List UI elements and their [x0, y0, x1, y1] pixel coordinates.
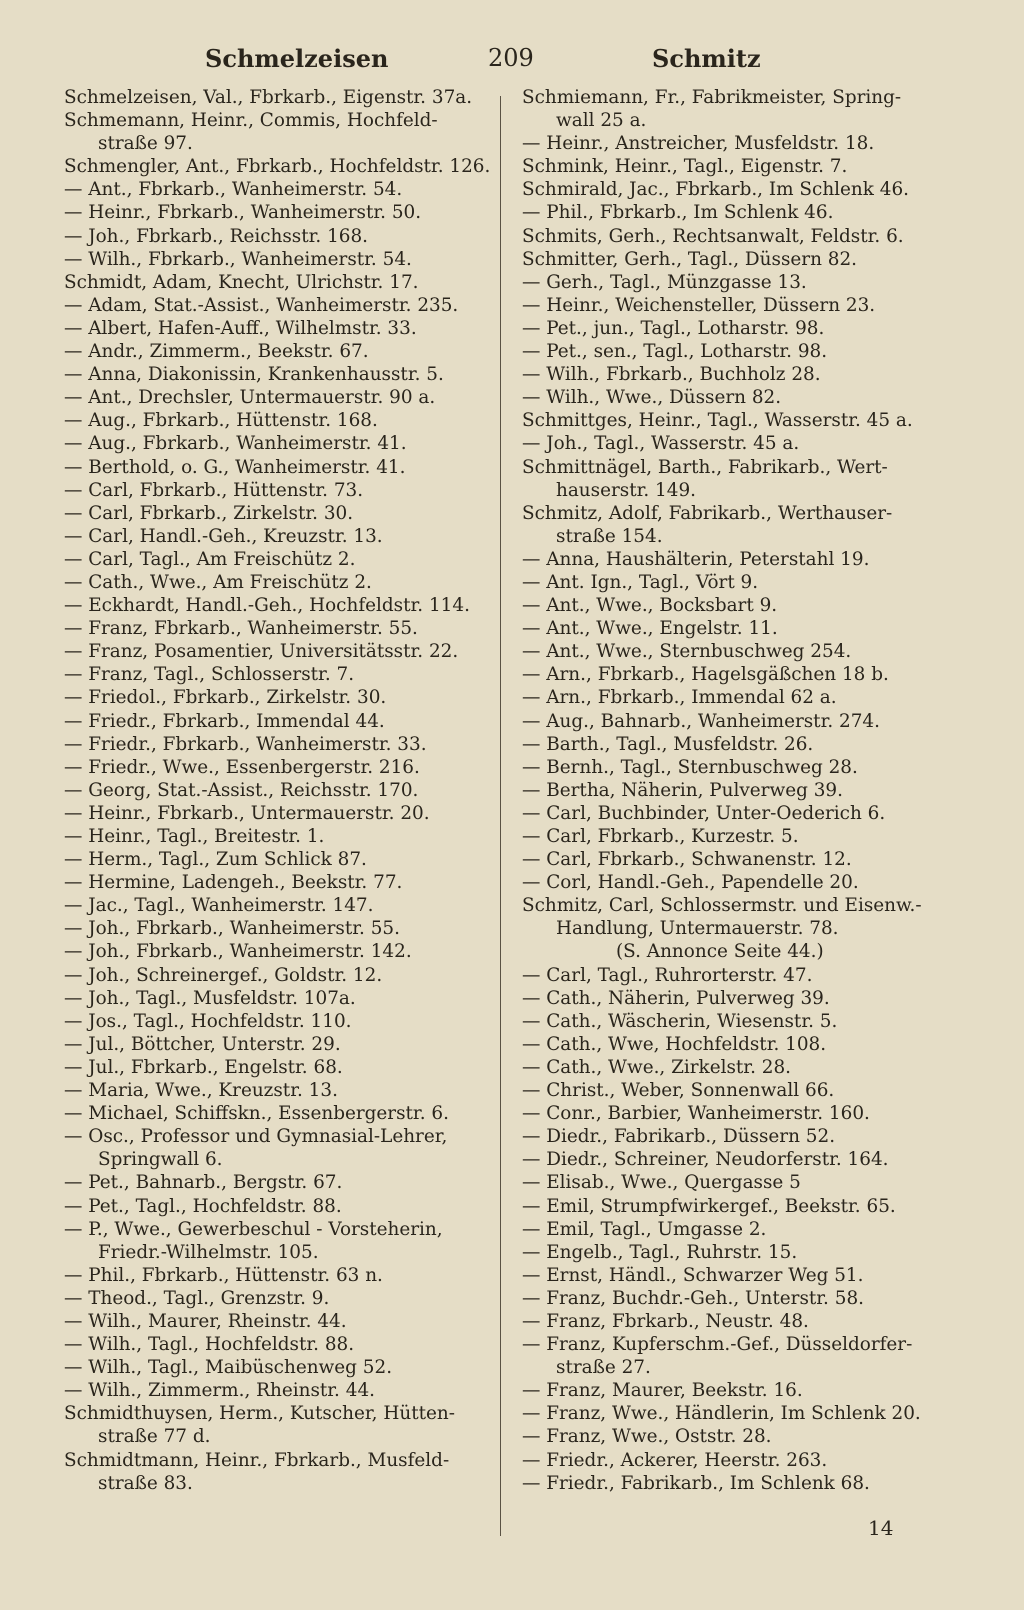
directory-entry: — Pet., sen., Tagl., Lotharstr. 98. — [522, 341, 828, 363]
directory-entry: — Wilh., Wwe., Düssern 82. — [522, 387, 782, 409]
directory-entry: — Cath., Näherin, Pulverweg 39. — [522, 987, 830, 1009]
directory-entry: — Franz, Posamentier, Universitätsstr. 22. — [64, 641, 459, 663]
directory-entry: — Friedr., Fbrkarb., Wanheimerstr. 33. — [64, 733, 427, 755]
directory-entry: — Aug., Bahnarb., Wanheimerstr. 274. — [522, 710, 880, 732]
directory-entry: — Arn., Fbrkarb., Immendal 62 a. — [522, 687, 837, 709]
directory-entry: — Ant., Fbrkarb., Wanheimerstr. 54. — [64, 179, 403, 201]
directory-entry: Schmirald, Jac., Fbrkarb., Im Schlenk 46. — [522, 179, 910, 201]
directory-entry: — Pet., Bahnarb., Bergstr. 67. — [64, 1172, 343, 1194]
directory-entry: — Phil., Fbrkarb., Hüttenstr. 63 n. — [64, 1264, 383, 1286]
directory-entry: — Aug., Fbrkarb., Wanheimerstr. 41. — [64, 433, 407, 455]
directory-entry-continuation: straße 97. — [98, 133, 193, 155]
directory-entry: — Georg, Stat.-Assist., Reichsstr. 170. — [64, 779, 419, 801]
left-column — [64, 86, 490, 1495]
directory-entry: — Jos., Tagl., Hochfeldstr. 110. — [64, 1010, 352, 1032]
directory-entry: — Bernh., Tagl., Sternbuschweg 28. — [522, 756, 858, 778]
directory-entry-continuation: straße 27. — [556, 1357, 651, 1379]
directory-entry: — Conr., Barbier, Wanheimerstr. 160. — [522, 1103, 870, 1125]
directory-entry: — Ernst, Händl., Schwarzer Weg 51. — [522, 1264, 864, 1286]
directory-entry: — Franz, Fbrkarb., Wanheimerstr. 55. — [64, 618, 418, 640]
directory-entry: — Joh., Fbrkarb., Wanheimerstr. 55. — [64, 918, 400, 940]
directory-entry: — Christ., Weber, Sonnenwall 66. — [522, 1080, 835, 1102]
directory-entry: Schmidt, Adam, Knecht, Ulrichstr. 17. — [64, 271, 419, 293]
directory-entry-continuation: straße 154. — [556, 525, 663, 547]
directory-entry: — Jul., Böttcher, Unterstr. 29. — [64, 1033, 341, 1055]
directory-entry: — Wilh., Fbrkarb., Wanheimerstr. 54. — [64, 248, 412, 270]
directory-entry: — Franz, Fbrkarb., Neustr. 48. — [522, 1310, 809, 1332]
directory-entry: — Heinr., Anstreicher, Musfeldstr. 18. — [522, 133, 875, 155]
page-number: 209 — [488, 44, 534, 72]
directory-entry: — Carl, Fbrkarb., Zirkelstr. 30. — [64, 502, 354, 524]
directory-entry: — Osc., Professor und Gymnasial-Lehrer, — [64, 1126, 448, 1148]
directory-entry: — Joh., Schreinergef., Goldstr. 12. — [64, 964, 383, 986]
directory-entry: Schmiemann, Fr., Fabrikmeister, Spring- — [522, 87, 902, 108]
directory-entry: Schmittges, Heinr., Tagl., Wasserstr. 45 a. — [522, 410, 913, 432]
directory-entry: Schmink, Heinr., Tagl., Eigenstr. 7. — [522, 156, 848, 178]
directory-entry: — Anna, Diakonissin, Krankenhausstr. 5. — [64, 364, 444, 386]
directory-entry: — Pet., Tagl., Hochfeldstr. 88. — [64, 1195, 342, 1217]
directory-entry: — Franz, Kupferschm.-Gef., Düsseldorfer- — [522, 1334, 913, 1356]
directory-entry: — Franz, Wwe., Oststr. 28. — [522, 1426, 772, 1448]
column-divider — [500, 96, 501, 1536]
directory-entry: Schmengler, Ant., Fbrkarb., Hochfeldstr. 126. — [64, 156, 491, 178]
directory-entry-continuation: Friedr.-Wilhelmstr. 105. — [98, 1241, 319, 1263]
directory-entry: Schmelzeisen, Val., Fbrkarb., Eigenstr. 37a. — [64, 87, 473, 108]
right-column — [522, 86, 962, 1495]
directory-entry: — Franz, Wwe., Händlerin, Im Schlenk 20. — [522, 1403, 921, 1425]
directory-entry: — Heinr., Fbrkarb., Untermauerstr. 20. — [64, 802, 430, 824]
directory-entry: — Heinr., Tagl., Breitestr. 1. — [64, 826, 325, 847]
directory-entry: — Maria, Wwe., Kreuzstr. 13. — [64, 1080, 338, 1102]
directory-entry: — Berthold, o. G., Wanheimerstr. 41. — [64, 456, 406, 478]
directory-entry: Schmits, Gerh., Rechtsanwalt, Feldstr. 6. — [522, 225, 904, 247]
directory-entry: Schmitz, Carl, Schlossermstr. und Eisenw.- — [522, 895, 922, 917]
directory-entry: — Corl, Handl.-Geh., Papendelle 20. — [522, 872, 859, 894]
directory-entry: — Wilh., Maurer, Rheinstr. 44. — [64, 1310, 347, 1332]
directory-entry: — Ant., Wwe., Engelstr. 11. — [522, 618, 778, 640]
directory-entry: — Franz, Buchdr.-Geh., Unterstr. 58. — [522, 1287, 864, 1309]
directory-entry: — Carl, Fbrkarb., Kurzestr. 5. — [522, 826, 799, 847]
directory-entry-continuation: Springwall 6. — [98, 1149, 223, 1171]
directory-entry: — Arn., Fbrkarb., Hagelsgäßchen 18 b. — [522, 664, 889, 686]
directory-entry: — Wilh., Tagl., Maibüschenweg 52. — [64, 1357, 393, 1379]
directory-entry: — Barth., Tagl., Musfeldstr. 26. — [522, 733, 814, 755]
directory-entry: — Elisab., Wwe., Quergasse 5 — [522, 1172, 801, 1194]
directory-entry-continuation: hauserstr. 149. — [556, 479, 697, 501]
directory-entry: — Cath., Wäscherin, Wiesenstr. 5. — [522, 1010, 838, 1032]
directory-entry: — Carl, Tagl., Ruhrorterstr. 47. — [522, 964, 813, 986]
directory-entry: — Friedol., Fbrkarb., Zirkelstr. 30. — [64, 687, 387, 709]
directory-entry: — Carl, Buchbinder, Unter-Oederich 6. — [522, 802, 886, 824]
directory-entry: — Cath., Wwe, Hochfeldstr. 108. — [522, 1033, 827, 1055]
directory-entry: — Diedr., Schreiner, Neudorferstr. 164. — [522, 1149, 889, 1171]
directory-entry: Schmitter, Gerh., Tagl., Düssern 82. — [522, 248, 858, 270]
directory-entry: — Wilh., Fbrkarb., Buchholz 28. — [522, 364, 821, 386]
signature-mark: 14 — [868, 1516, 894, 1540]
directory-entry: — Aug., Fbrkarb., Hüttenstr. 168. — [64, 410, 378, 432]
directory-entry-continuation: wall 25 a. — [556, 110, 647, 132]
directory-entry: — Adam, Stat.-Assist., Wanheimerstr. 235. — [64, 294, 459, 316]
directory-entry: — Cath., Wwe., Am Freischütz 2. — [64, 571, 372, 593]
directory-entry: — Wilh., Zimmerm., Rheinstr. 44. — [64, 1380, 375, 1402]
directory-entry: — Franz, Tagl., Schlosserstr. 7. — [64, 664, 355, 686]
directory-entry: — P., Wwe., Gewerbeschul - Vorsteherin, — [64, 1218, 443, 1240]
directory-entry: — Theod., Tagl., Grenzstr. 9. — [64, 1287, 330, 1309]
directory-entry: — Ant., Drechsler, Untermauerstr. 90 a. — [64, 387, 436, 409]
directory-entry: — Carl, Fbrkarb., Schwanenstr. 12. — [522, 849, 852, 871]
directory-entry: — Ant., Wwe., Bocksbart 9. — [522, 595, 778, 617]
directory-entry: — Gerh., Tagl., Münzgasse 13. — [522, 271, 807, 293]
directory-entry: — Joh., Fbrkarb., Wanheimerstr. 142. — [64, 941, 412, 963]
header-left-keyword: Schmelzeisen — [205, 44, 389, 73]
directory-entry: Schmemann, Heinr., Commis, Hochfeld- — [64, 110, 438, 132]
header-right-keyword: Schmitz — [652, 44, 761, 73]
directory-entry: — Cath., Wwe., Zirkelstr. 28. — [522, 1056, 792, 1078]
directory-entry: — Eckhardt, Handl.-Geh., Hochfeldstr. 114. — [64, 595, 470, 617]
directory-entry: Schmitz, Adolf, Fabrikarb., Werthauser- — [522, 502, 893, 524]
directory-entry: Schmittnägel, Barth., Fabrikarb., Wert- — [522, 456, 888, 478]
directory-entry: — Carl, Tagl., Am Freischütz 2. — [64, 548, 356, 570]
directory-entry: — Emil, Tagl., Umgasse 2. — [522, 1218, 767, 1240]
directory-entry: — Engelb., Tagl., Ruhrstr. 15. — [522, 1241, 798, 1263]
directory-entry: (S. Annonce Seite 44.) — [616, 941, 824, 963]
directory-entry: — Friedr., Fabrikarb., Im Schlenk 68. — [522, 1472, 870, 1494]
directory-entry-continuation: straße 77 d. — [98, 1426, 211, 1448]
directory-entry: — Bertha, Näherin, Pulverweg 39. — [522, 779, 843, 801]
directory-entry: — Emil, Strumpfwirkergef., Beekstr. 65. — [522, 1195, 896, 1217]
directory-entry: Schmidtmann, Heinr., Fbrkarb., Musfeld- — [64, 1449, 450, 1471]
directory-entry: — Hermine, Ladengeh., Beekstr. 77. — [64, 872, 403, 894]
directory-entry: — Jul., Fbrkarb., Engelstr. 68. — [64, 1056, 343, 1078]
directory-entry: Schmidthuysen, Herm., Kutscher, Hütten- — [64, 1403, 455, 1425]
directory-entry: — Diedr., Fabrikarb., Düssern 52. — [522, 1126, 836, 1148]
directory-entry: — Joh., Fbrkarb., Reichsstr. 168. — [64, 225, 369, 247]
directory-entry: — Albert, Hafen-Auff., Wilhelmstr. 33. — [64, 317, 417, 339]
directory-entry: — Anna, Haushälterin, Peterstahl 19. — [522, 548, 870, 570]
running-header — [0, 38, 1024, 78]
directory-entry: — Andr., Zimmerm., Beekstr. 67. — [64, 341, 369, 363]
directory-entry: — Friedr., Fbrkarb., Immendal 44. — [64, 710, 385, 732]
directory-entry: — Pet., jun., Tagl., Lotharstr. 98. — [522, 317, 825, 339]
directory-entry: — Wilh., Tagl., Hochfeldstr. 88. — [64, 1334, 355, 1356]
directory-entry-continuation: straße 83. — [98, 1472, 193, 1494]
directory-entry: — Jac., Tagl., Wanheimerstr. 147. — [64, 895, 374, 917]
directory-entry: — Franz, Maurer, Beekstr. 16. — [522, 1380, 803, 1402]
directory-entry: — Phil., Fbrkarb., Im Schlenk 46. — [522, 202, 834, 224]
directory-entry-continuation: Handlung, Untermauerstr. 78. — [556, 918, 839, 940]
directory-entry: — Joh., Tagl., Wasserstr. 45 a. — [522, 433, 800, 455]
directory-entry: — Michael, Schiffskn., Essenbergerstr. 6. — [64, 1103, 449, 1125]
directory-entry: — Ant., Wwe., Sternbuschweg 254. — [522, 641, 852, 663]
directory-entry: — Heinr., Weichensteller, Düssern 23. — [522, 294, 876, 316]
directory-entry: — Carl, Handl.-Geh., Kreuzstr. 13. — [64, 525, 383, 547]
directory-entry: — Ant. Ign., Tagl., Vört 9. — [522, 571, 759, 593]
directory-entry: — Heinr., Fbrkarb., Wanheimerstr. 50. — [64, 202, 422, 224]
directory-entry: — Herm., Tagl., Zum Schlick 87. — [64, 849, 367, 871]
directory-entry: — Carl, Fbrkarb., Hüttenstr. 73. — [64, 479, 364, 501]
directory-entry: — Friedr., Ackerer, Heerstr. 263. — [522, 1449, 828, 1471]
directory-entry: — Friedr., Wwe., Essenbergerstr. 216. — [64, 756, 420, 778]
directory-entry: — Joh., Tagl., Musfeldstr. 107a. — [64, 987, 356, 1009]
